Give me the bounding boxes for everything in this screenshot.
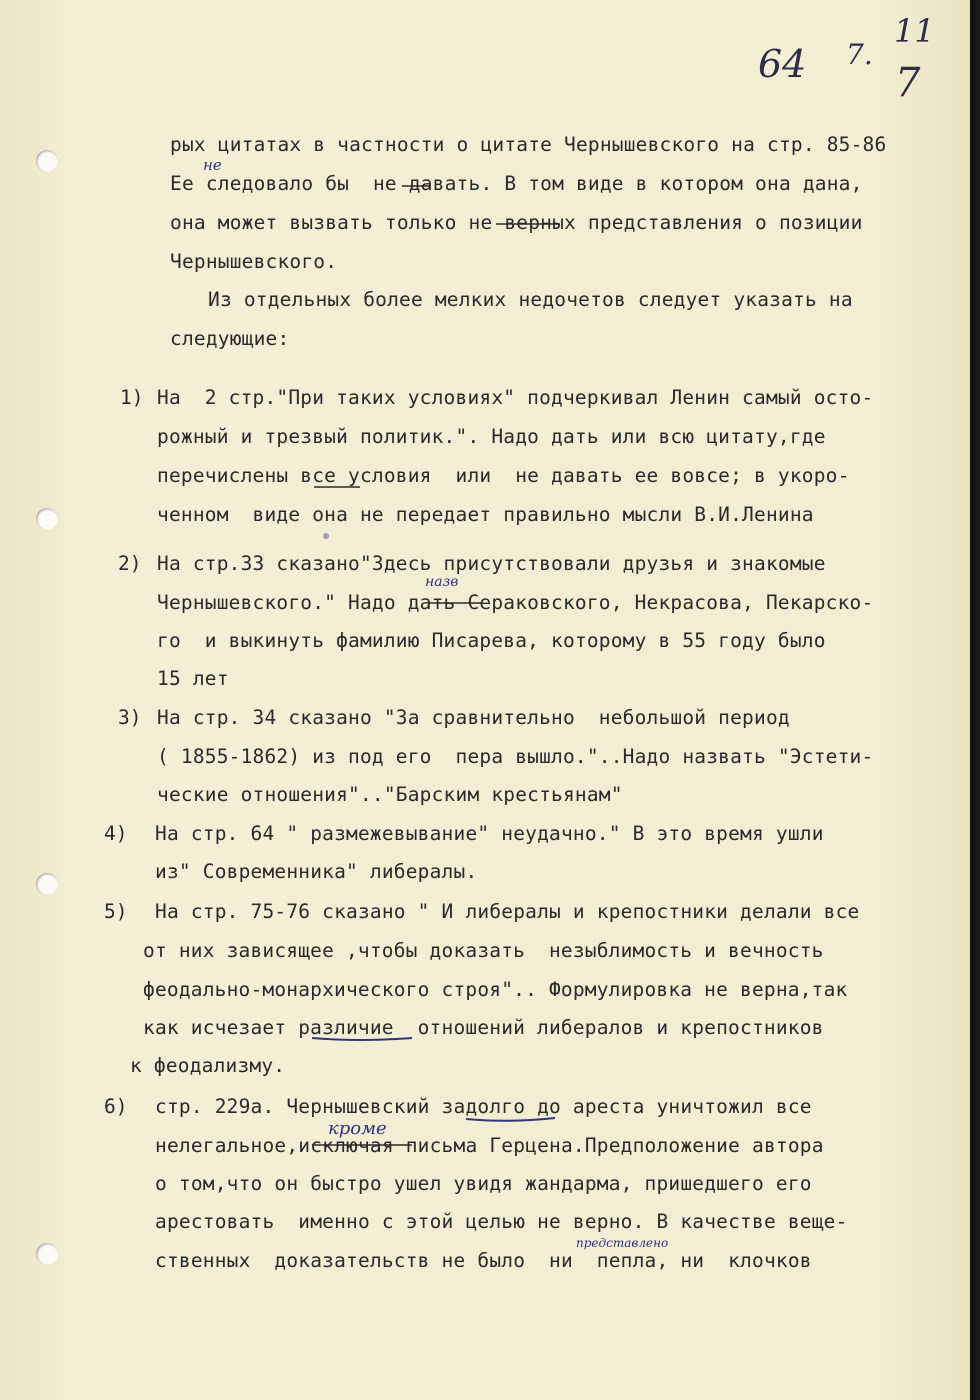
item-line: о том,что он быстро ушел увидя жандарма, пришедшего его xyxy=(155,1172,812,1195)
item-line: стр. 229а. Чернышевский задолго до ареста уничтожил все xyxy=(155,1095,812,1118)
sheet-number-b: 11 xyxy=(894,12,935,50)
item-number: 5) xyxy=(104,900,128,923)
item-line: На стр. 75-76 сказано " И либералы и крепостники делали все xyxy=(155,900,860,923)
punch-hole xyxy=(36,873,58,895)
item-line: феодально-монархического строя".. Формулировка не верна,так xyxy=(143,978,848,1001)
item-line: ческие отношения".."Барским крестьянам" xyxy=(157,783,623,806)
punch-hole xyxy=(36,1243,58,1265)
item-line: го и выкинуть фамилию Писарева, которому в 55 году было xyxy=(157,629,826,652)
item-number: 2) xyxy=(118,552,142,575)
item-line: арестовать именно с этой целью не верно. В качестве веще- xyxy=(155,1210,848,1233)
archive-number: 64 xyxy=(758,42,807,86)
item-line: перечислены все условия или не давать ее вовсе; в укоро- xyxy=(157,464,850,487)
sheet-number-c: 7 xyxy=(895,60,921,106)
item-line: Чернышевского." Надо дать Сераковского, Некрасова, Пекарско- xyxy=(157,591,874,614)
item-line: На стр.33 сказано"Здесь присутствовали друзья и знакомые xyxy=(157,552,826,575)
item-line: На 2 стр."При таких условиях" подчеркивал Ленин самый осто- xyxy=(157,386,874,409)
handwritten-note-predstavleno: представлено xyxy=(576,1236,669,1250)
item-line: 15 лет xyxy=(157,667,229,690)
page-edge-shadow xyxy=(970,0,975,1400)
intro-line: она может вызвать только не верных представления о позиции xyxy=(170,211,863,234)
item-line: к феодализму. xyxy=(130,1054,286,1077)
intro-line: Чернышевского. xyxy=(170,250,338,273)
item-line: от них зависящее ,чтобы доказать незыблимость и вечность xyxy=(143,939,824,962)
punch-hole xyxy=(36,150,58,172)
item-line: ственных доказательств не было ни пепла, ни клочков xyxy=(155,1249,812,1272)
item-number: 3) xyxy=(118,706,142,729)
item-line: ченном виде она не передает правильно мысли В.И.Ленина xyxy=(157,503,814,526)
intro-line: Ее следовало бы не давать. В том виде в котором она дана, xyxy=(170,172,863,195)
item-line: как исчезает различие отношений либералов и крепостников xyxy=(143,1016,824,1039)
handwritten-note-krome: кроме xyxy=(328,1118,387,1139)
ink-spot xyxy=(323,533,329,539)
item-line: нелегальное,исключая письма Герцена.Предположение автора xyxy=(155,1134,824,1157)
item-line: На стр. 34 сказано "За сравнительно небольшой период xyxy=(157,706,790,729)
item-number: 1) xyxy=(120,386,144,409)
handwritten-note-nazv: назв xyxy=(425,574,459,590)
intro-line: рых цитатах в частности о цитате Чернышевского на стр. 85-86 xyxy=(170,133,887,156)
item-number: 4) xyxy=(104,822,128,845)
item-line: ( 1855-1862) из под его пера вышло."..Надо назвать "Эстети- xyxy=(157,745,874,768)
item-line: рожный и трезвый политик.". Надо дать или всю цитату,где xyxy=(157,425,826,448)
intro-line: Из отдельных более мелких недочетов следует указать на xyxy=(208,288,853,311)
handwritten-note-ne: не xyxy=(203,156,222,174)
intro-line: следующие: xyxy=(170,327,290,350)
sheet-number-a: 7. xyxy=(846,38,873,71)
punch-hole xyxy=(36,508,58,530)
item-line: из" Современника" либералы. xyxy=(155,860,478,883)
item-number: 6) xyxy=(104,1095,128,1118)
item-line: На стр. 64 " размежевывание" неудачно." В это время ушли xyxy=(155,822,824,845)
